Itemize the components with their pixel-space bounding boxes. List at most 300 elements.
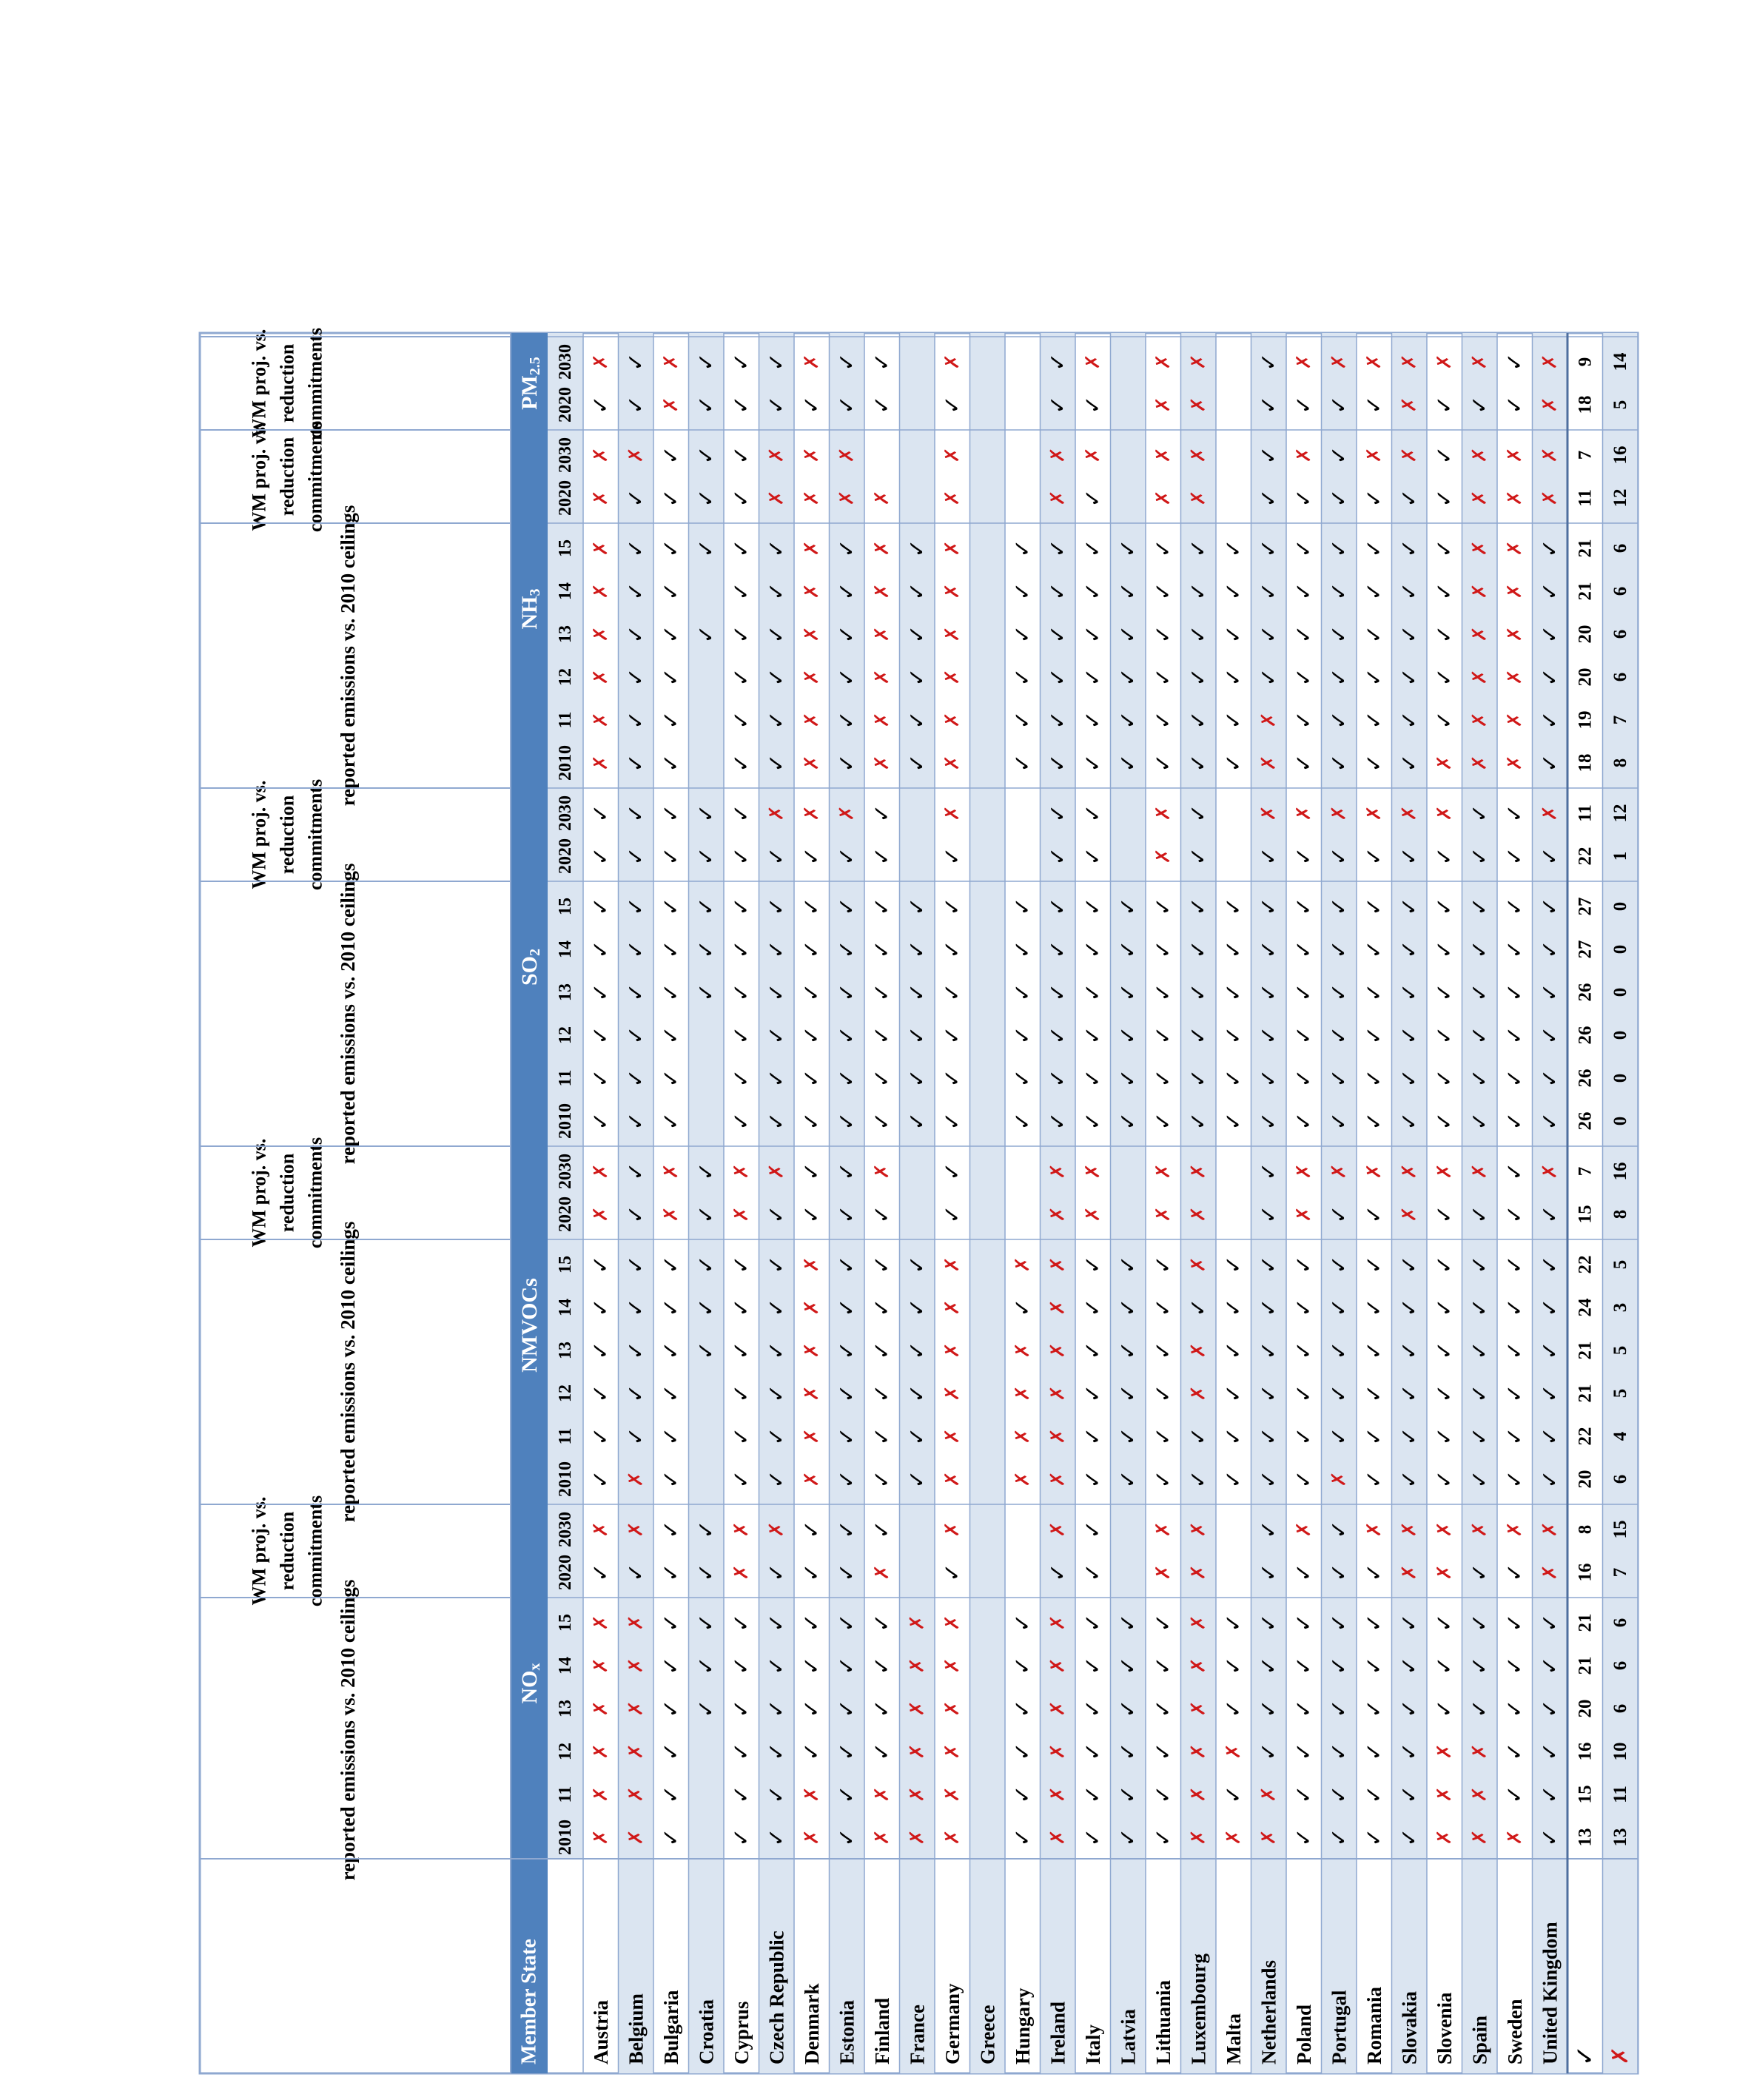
check-mark-icon: ✓ [728,1255,755,1274]
check-mark-icon: ✓ [763,667,790,687]
total-count: 12 [1610,804,1630,823]
check-mark-icon: ✓ [693,847,719,866]
total-count: 26 [1575,983,1596,1002]
check-mark-icon: ✓ [1044,847,1071,866]
check-mark-icon: ✓ [1150,1298,1177,1317]
wm-projection-header: reduction [276,1153,298,1233]
check-mark-icon: ✓ [1185,1470,1211,1489]
member-state-name: Ireland [1046,2001,1069,2064]
cross-mark-icon: ✗ [589,354,612,370]
check-mark-icon: ✓ [728,753,755,773]
cross-mark-icon: ✗ [1539,490,1562,506]
check-mark-icon: ✓ [763,983,790,1002]
check-mark-icon: ✓ [833,625,860,644]
check-mark-icon: ✓ [1431,897,1458,916]
check-mark-icon: ✓ [1080,983,1106,1002]
check-mark-icon: ✓ [1502,983,1528,1002]
cross-mark-icon: ✗ [1046,1299,1069,1316]
cross-mark-icon: ✗ [730,1206,753,1222]
check-mark-icon: ✓ [1396,1341,1422,1360]
check-mark-icon: ✓ [658,1656,685,1675]
cross-mark-icon: ✗ [1046,1700,1069,1717]
check-mark-icon: ✓ [658,1699,685,1718]
check-mark-icon: ✓ [1431,1255,1458,1274]
check-mark-icon: ✓ [1220,1068,1247,1088]
reported-emissions-header: reported emissions vs. 2010 ceilings [337,505,359,807]
cross-mark-icon: ✗ [800,1342,823,1359]
check-mark-icon: ✓ [658,1068,685,1088]
check-mark-icon: ✓ [1080,847,1106,866]
total-count: 0 [1610,944,1630,955]
check-mark-icon: ✓ [1080,582,1106,601]
cross-mark-icon: ✗ [941,626,964,642]
cross-mark-icon: ✗ [1362,1521,1385,1538]
cross-mark-icon: ✗ [1187,490,1210,506]
total-count: 13 [1575,1828,1596,1847]
check-mark-icon: ✓ [1502,1255,1528,1274]
check-mark-icon: ✓ [799,1656,825,1675]
check-mark-icon: ✓ [1502,1785,1528,1804]
check-mark-icon: ✓ [1044,710,1071,730]
check-mark-icon: ✓ [1255,539,1282,558]
check-mark-icon: ✓ [622,1162,649,1181]
member-state-name: Latvia [1117,2008,1140,2064]
check-mark-icon: ✓ [1185,1298,1211,1317]
check-mark-icon: ✓ [1325,1427,1352,1446]
check-mark-icon: ✓ [833,1613,860,1632]
check-mark-icon: ✓ [833,1520,860,1539]
check-mark-icon: ✓ [833,582,860,601]
member-state-name: Slovenia [1433,1992,1456,2064]
wm-projection-header: WM proj. vs. [248,329,270,438]
total-count: 11 [1575,489,1596,507]
check-mark-icon: ✓ [622,1341,649,1360]
total-count: 20 [1575,625,1596,644]
check-mark-icon: ✓ [1291,1470,1317,1489]
cross-mark-icon: ✗ [1257,1829,1280,1845]
check-mark-icon: ✓ [1255,1341,1282,1360]
cross-mark-icon: ✗ [1503,626,1526,642]
check-mark-icon: ✓ [1325,1068,1352,1088]
cross-mark-icon: ✗ [1433,755,1456,771]
check-mark-icon: ✓ [1220,1699,1247,1718]
check-mark-icon: ✓ [1466,1470,1493,1489]
check-mark-icon: ✓ [763,1470,790,1489]
check-mark-icon: ✓ [1220,1613,1247,1632]
check-mark-icon: ✓ [1502,1162,1528,1181]
cross-mark-icon: ✗ [800,1786,823,1803]
check-mark-icon: ✓ [1150,983,1177,1002]
check-mark-icon: ✓ [1431,582,1458,601]
check-mark-icon: ✓ [693,1563,719,1582]
total-count: 3 [1610,1302,1630,1313]
cross-mark-icon: ✗ [1468,490,1491,506]
check-mark-icon: ✓ [1150,1785,1177,1804]
cross-mark-icon: ✗ [765,805,788,821]
check-mark-icon: ✓ [1396,1427,1422,1446]
member-state-name: France [906,2005,929,2064]
check-mark-icon: ✓ [869,1470,895,1489]
total-count: 7 [1610,1567,1630,1578]
check-mark-icon: ✓ [1080,1111,1106,1131]
cross-mark-icon: ✗ [906,1658,929,1674]
check-mark-icon: ✓ [1361,1298,1388,1317]
check-mark-icon: ✓ [1431,1068,1458,1088]
check-mark-icon: ✓ [1396,847,1422,866]
check-mark-icon: ✓ [1044,667,1071,687]
cross-mark-icon: ✗ [589,1743,612,1760]
member-state-name: Romania [1362,1986,1385,2064]
check-mark-icon: ✓ [1115,710,1141,730]
cross-mark-icon: ✗ [625,1471,648,1487]
check-mark-icon: ✓ [693,1656,719,1675]
cross-mark-icon: ✗ [906,1786,929,1803]
check-mark-icon: ✓ [1466,804,1493,823]
check-mark-icon: ✓ [1431,1026,1458,1045]
check-mark-icon: ✓ [1325,1699,1352,1718]
check-mark-icon: ✓ [1255,582,1282,601]
check-mark-icon: ✓ [1255,1613,1282,1632]
check-mark-icon: ✓ [1220,625,1247,644]
check-mark-icon: ✓ [588,804,614,823]
check-mark-icon: ✓ [1466,847,1493,866]
check-mark-icon: ✓ [658,1384,685,1403]
cross-mark-icon: ✗ [1187,1385,1210,1401]
check-mark-icon: ✓ [939,847,966,866]
check-mark-icon: ✓ [904,940,930,959]
year-header: 13 [556,983,575,1001]
cross-mark-icon: ✗ [1292,1206,1315,1222]
cross-mark-icon: ✗ [1398,1206,1421,1222]
check-mark-icon: ✓ [693,488,719,508]
cross-mark-icon: ✗ [941,1256,964,1273]
check-mark-icon: ✓ [1115,539,1141,558]
check-mark-icon: ✓ [939,1068,966,1088]
total-count: 20 [1575,1470,1596,1489]
table-row [1115,539,1141,2064]
check-mark-icon: ✓ [763,1563,790,1582]
cross-mark-icon: ✗ [1433,354,1456,370]
cross-mark-icon: ✗ [870,490,893,506]
cross-mark-icon: ✗ [625,1786,648,1803]
cross-mark-icon: ✗ [1503,669,1526,685]
year-header: 13 [556,1700,575,1717]
check-mark-icon: ✓ [658,1520,685,1539]
check-mark-icon: ✓ [1431,625,1458,644]
check-mark-icon: ✓ [1115,1068,1141,1088]
cross-mark-icon: ✗ [1046,1206,1069,1222]
table-body [200,328,1638,2073]
check-mark-icon: ✓ [588,1563,614,1582]
cross-mark-icon: ✗ [1187,1658,1210,1674]
check-mark-icon: ✓ [1150,1742,1177,1761]
cross-mark-icon: ✗ [1011,1385,1034,1401]
cross-mark-icon: ✗ [941,1521,964,1538]
check-mark-icon: ✓ [869,1427,895,1446]
cross-mark-icon: ✗ [800,805,823,821]
check-mark-icon: ✓ [1466,1699,1493,1718]
check-mark-icon: ✓ [622,983,649,1002]
check-mark-icon: ✓ [1255,1162,1282,1181]
cross-mark-icon: ✗ [941,669,964,685]
cross-mark-icon: ✗ [625,447,648,463]
cross-mark-icon: ✗ [1152,1206,1174,1222]
total-count: 8 [1575,1524,1596,1535]
cross-mark-icon: ✗ [765,490,788,506]
cross-mark-icon: ✗ [1046,1428,1069,1444]
check-mark-icon: ✓ [1536,983,1563,1002]
cross-mark-icon: ✗ [1081,1206,1104,1222]
check-mark-icon: ✓ [799,983,825,1002]
check-mark-icon: ✓ [763,753,790,773]
check-mark-icon: ✓ [588,395,614,414]
check-mark-icon: ✓ [869,395,895,414]
total-count: 18 [1575,395,1596,414]
year-header: 12 [556,1743,575,1760]
cross-mark-icon: ✗ [1539,1564,1562,1581]
check-mark-icon: ✓ [1325,1742,1352,1761]
check-mark-icon: ✓ [1361,1828,1388,1847]
check-mark-icon: ✓ [1150,625,1177,644]
check-mark-icon: ✓ [833,1205,860,1224]
check-mark-icon: ✓ [1431,1111,1458,1131]
check-mark-icon: ✓ [1396,1470,1422,1489]
cross-mark-icon: ✗ [659,397,682,413]
year-header: 11 [556,711,575,729]
check-mark-icon: ✓ [1080,667,1106,687]
check-total-icon: ✓ [1570,2045,1600,2067]
check-mark-icon: ✓ [1185,1111,1211,1131]
cross-mark-icon: ✗ [941,712,964,728]
check-mark-icon: ✓ [869,1298,895,1317]
check-mark-icon: ✓ [1361,1699,1388,1718]
check-mark-icon: ✓ [1185,539,1211,558]
check-mark-icon: ✓ [1396,1828,1422,1847]
cross-mark-icon: ✗ [1362,354,1385,370]
check-mark-icon: ✓ [1220,539,1247,558]
check-mark-icon: ✓ [622,940,649,959]
cross-mark-icon: ✗ [589,1658,612,1674]
check-mark-icon: ✓ [1325,1828,1352,1847]
check-mark-icon: ✓ [1502,897,1528,916]
check-mark-icon: ✓ [1325,1656,1352,1675]
check-mark-icon: ✓ [1291,667,1317,687]
check-mark-icon: ✓ [1291,1785,1317,1804]
check-mark-icon: ✓ [693,804,719,823]
cross-mark-icon: ✗ [625,1658,648,1674]
check-mark-icon: ✓ [658,710,685,730]
check-mark-icon: ✓ [658,488,685,508]
check-mark-icon: ✓ [1466,983,1493,1002]
check-mark-icon: ✓ [1396,1613,1422,1632]
cross-mark-icon: ✗ [870,1564,893,1581]
cross-mark-icon: ✗ [765,447,788,463]
check-mark-icon: ✓ [1466,1613,1493,1632]
check-mark-icon: ✓ [1291,395,1317,414]
cross-mark-icon: ✗ [1539,805,1562,821]
check-mark-icon: ✓ [904,1255,930,1274]
check-mark-icon: ✓ [1325,897,1352,916]
year-header: 12 [556,1384,575,1402]
year-header: 2030 [556,1512,575,1547]
check-mark-icon: ✓ [1185,1068,1211,1088]
total-count: 15 [1610,1520,1630,1539]
check-mark-icon: ✓ [1255,1205,1282,1224]
check-mark-icon: ✓ [1396,1068,1422,1088]
check-mark-icon: ✓ [904,1470,930,1489]
check-mark-icon: ✓ [588,940,614,959]
check-mark-icon: ✓ [1291,1656,1317,1675]
check-mark-icon: ✓ [588,983,614,1002]
check-mark-icon: ✓ [1502,1613,1528,1632]
check-mark-icon: ✓ [1361,1068,1388,1088]
check-mark-icon: ✓ [1502,1470,1528,1489]
check-mark-icon: ✓ [1502,1427,1528,1446]
check-mark-icon: ✓ [833,1341,860,1360]
check-mark-icon: ✓ [1220,753,1247,773]
cross-mark-icon: ✗ [800,669,823,685]
check-mark-icon: ✓ [1396,753,1422,773]
check-mark-icon: ✓ [1325,1111,1352,1131]
check-mark-icon: ✓ [1255,625,1282,644]
check-mark-icon: ✓ [1080,804,1106,823]
check-mark-icon: ✓ [1361,940,1388,959]
check-mark-icon: ✓ [904,582,930,601]
check-mark-icon: ✓ [1361,539,1388,558]
check-mark-icon: ✓ [763,897,790,916]
check-mark-icon: ✓ [1080,1427,1106,1446]
check-mark-icon: ✓ [1115,1613,1141,1632]
cross-mark-icon: ✗ [589,1206,612,1222]
check-mark-icon: ✓ [1115,753,1141,773]
check-mark-icon: ✓ [1150,1255,1177,1274]
check-mark-icon: ✓ [1536,847,1563,866]
check-mark-icon: ✓ [693,1162,719,1181]
cross-mark-icon: ✗ [1046,1829,1069,1845]
check-mark-icon: ✓ [728,1699,755,1718]
check-mark-icon: ✓ [1115,1470,1141,1489]
check-mark-icon: ✓ [1291,1427,1317,1446]
check-mark-icon: ✓ [1361,1111,1388,1131]
check-mark-icon: ✓ [622,847,649,866]
cross-mark-icon: ✗ [1187,1743,1210,1760]
table-row [1009,539,1035,2064]
check-mark-icon: ✓ [1220,940,1247,959]
check-mark-icon: ✓ [1185,940,1211,959]
check-mark-icon: ✓ [1325,1341,1352,1360]
cross-mark-icon: ✗ [870,1786,893,1803]
check-mark-icon: ✓ [622,395,649,414]
member-state-name: Greece [976,2005,999,2064]
check-mark-icon: ✓ [869,1384,895,1403]
cross-mark-icon: ✗ [870,583,893,599]
check-mark-icon: ✓ [658,804,685,823]
check-mark-icon: ✓ [1431,1298,1458,1317]
check-mark-icon: ✓ [1536,897,1563,916]
check-mark-icon: ✓ [1431,395,1458,414]
check-mark-icon: ✓ [904,983,930,1002]
check-mark-icon: ✓ [1361,1742,1388,1761]
cross-mark-icon: ✗ [1081,1163,1104,1179]
cross-mark-icon: ✗ [1362,447,1385,463]
cross-mark-icon: ✗ [870,1829,893,1845]
check-mark-icon: ✓ [1255,395,1282,414]
cross-mark-icon: ✗ [941,1299,964,1316]
check-mark-icon: ✓ [904,710,930,730]
check-mark-icon: ✓ [763,847,790,866]
check-mark-icon: ✓ [1291,1026,1317,1045]
total-count: 10 [1610,1742,1630,1761]
check-mark-icon: ✓ [1185,983,1211,1002]
check-mark-icon: ✓ [1502,1026,1528,1045]
reported-emissions-header: reported emissions vs. 2010 ceilings [337,863,359,1165]
check-mark-icon: ✓ [833,1828,860,1847]
check-mark-icon: ✓ [869,1205,895,1224]
check-mark-icon: ✓ [1502,1742,1528,1761]
total-count: 21 [1575,1384,1596,1403]
check-mark-icon: ✓ [693,1613,719,1632]
check-mark-icon: ✓ [1325,1026,1352,1045]
check-mark-icon: ✓ [1291,488,1317,508]
cross-mark-icon: ✗ [941,1786,964,1803]
check-mark-icon: ✓ [728,897,755,916]
check-mark-icon: ✓ [833,1785,860,1804]
check-mark-icon: ✓ [1291,1255,1317,1274]
check-mark-icon: ✓ [1080,710,1106,730]
check-mark-icon: ✓ [1396,710,1422,730]
check-mark-icon: ✓ [1536,710,1563,730]
cross-mark-icon: ✗ [1503,1829,1526,1845]
check-mark-icon: ✓ [1185,1026,1211,1045]
check-mark-icon: ✓ [763,1427,790,1446]
check-mark-icon: ✓ [658,897,685,916]
cross-mark-icon: ✗ [800,712,823,728]
check-mark-icon: ✓ [1431,847,1458,866]
check-mark-icon: ✓ [1361,1656,1388,1675]
cross-mark-icon: ✗ [1503,712,1526,728]
check-mark-icon: ✓ [869,897,895,916]
cross-mark-icon: ✗ [1046,1471,1069,1487]
check-mark-icon: ✓ [588,1470,614,1489]
check-mark-icon: ✓ [869,1520,895,1539]
check-mark-icon: ✓ [1080,1068,1106,1088]
check-mark-icon: ✓ [1255,1563,1282,1582]
total-count: 0 [1610,987,1630,997]
check-mark-icon: ✓ [1396,1111,1422,1131]
check-mark-icon: ✓ [904,897,930,916]
check-mark-icon: ✓ [1361,625,1388,644]
check-mark-icon: ✓ [1325,847,1352,866]
check-mark-icon: ✓ [693,352,719,371]
cross-mark-icon: ✗ [730,1521,753,1538]
check-mark-icon: ✓ [799,395,825,414]
total-count: 24 [1575,1298,1596,1317]
cross-mark-icon: ✗ [870,626,893,642]
total-count: 26 [1575,1111,1596,1131]
total-count: 1 [1610,851,1630,861]
cross-mark-icon: ✗ [800,583,823,599]
year-header: 11 [556,1069,575,1087]
check-mark-icon: ✓ [1044,983,1071,1002]
check-mark-icon: ✓ [1291,1068,1317,1088]
cross-mark-icon: ✗ [941,755,964,771]
check-mark-icon: ✓ [1115,897,1141,916]
check-mark-icon: ✓ [1291,1384,1317,1403]
check-mark-icon: ✓ [588,897,614,916]
check-mark-icon: ✓ [1536,1205,1563,1224]
check-mark-icon: ✓ [1536,539,1563,558]
check-mark-icon: ✓ [1185,897,1211,916]
